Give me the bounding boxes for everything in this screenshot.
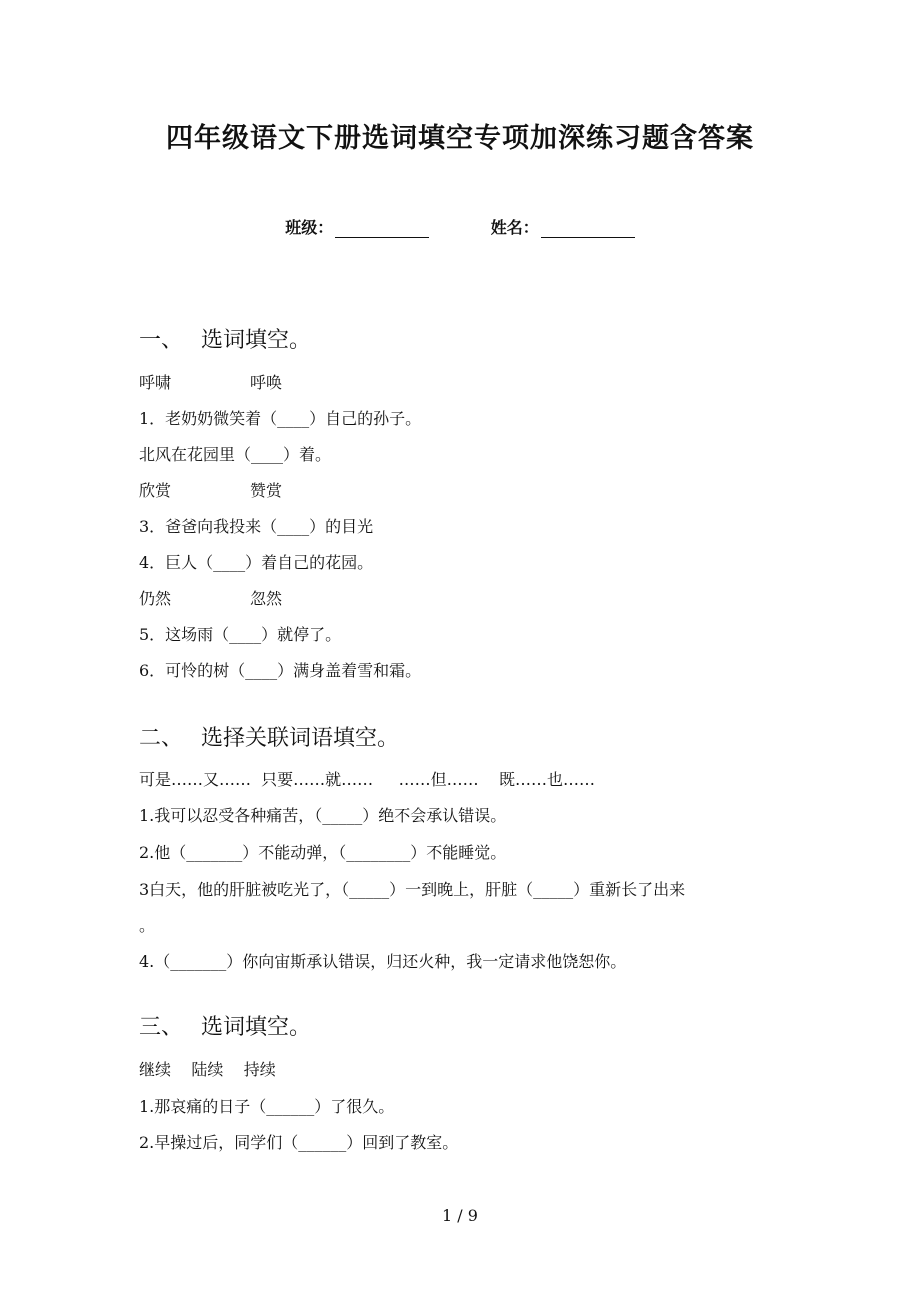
student-info	[0, 215, 920, 238]
question-line: 1.那哀痛的日子（______）了很久。	[139, 1097, 395, 1116]
section-number: 三、	[139, 1015, 184, 1040]
word-option: 欣赏	[139, 481, 172, 500]
word-options: 继续 陆续 持续	[139, 1060, 276, 1079]
word-option: 赞赏	[250, 481, 283, 500]
question-line: 3白天，他的肝脏被吃光了，（_____）一到晚上，肝脏（_____）重新长了出来	[139, 880, 686, 899]
word-option: 忽然	[250, 589, 283, 608]
class-field	[285, 215, 429, 238]
word-options	[139, 372, 282, 394]
word-options	[139, 480, 282, 502]
question-line: 2.早操过后，同学们（______）回到了教室。	[139, 1133, 459, 1152]
question-line: 5．这场雨（____）就停了。	[139, 625, 342, 644]
section-title: 选择关联词语填空。	[201, 726, 400, 751]
document-title: 四年级语文下册选词填空专项加深练习题含答案	[166, 123, 754, 154]
section-1-heading	[139, 326, 311, 356]
question-line-continued: 。	[139, 916, 156, 935]
question-line: 4.（_______）你向宙斯承认错误，归还火种，我一定请求他饶恕你。	[139, 952, 627, 971]
class-label: 班级：	[285, 218, 334, 237]
word-option: 呼唤	[250, 373, 283, 392]
class-blank[interactable]	[335, 219, 429, 238]
name-blank[interactable]	[541, 219, 635, 238]
word-option: 呼啸	[139, 373, 172, 392]
question-line: 北风在花园里（____）着。	[139, 445, 332, 464]
section-title: 选词填空。	[201, 1015, 312, 1040]
section-title: 选词填空。	[201, 328, 312, 353]
section-number: 一、	[139, 328, 184, 353]
word-option: 仍然	[139, 589, 172, 608]
name-field	[491, 215, 635, 238]
section-3-heading	[139, 1013, 311, 1043]
word-options	[139, 588, 282, 610]
name-label: 姓名：	[490, 218, 539, 237]
question-line: 3．爸爸向我投来（____）的目光	[139, 517, 374, 536]
question-line: 1.我可以忍受各种痛苦，（_____）绝不会承认错误。	[139, 806, 507, 825]
section-number: 二、	[139, 726, 184, 751]
question-line: 4．巨人（____）着自己的花园。	[139, 553, 374, 572]
page-number: 1 / 9	[442, 1206, 478, 1225]
section-2-heading	[139, 724, 399, 754]
question-line: 2.他（_______）不能动弹，（________）不能睡觉。	[139, 843, 507, 862]
word-options: 可是……又…… 只要……就…… ……但…… 既……也……	[139, 770, 595, 789]
question-line: 6．可怜的树（____）满身盖着雪和霜。	[139, 661, 422, 680]
question-line: 1．老奶奶微笑着（____）自己的孙子。	[139, 409, 422, 428]
